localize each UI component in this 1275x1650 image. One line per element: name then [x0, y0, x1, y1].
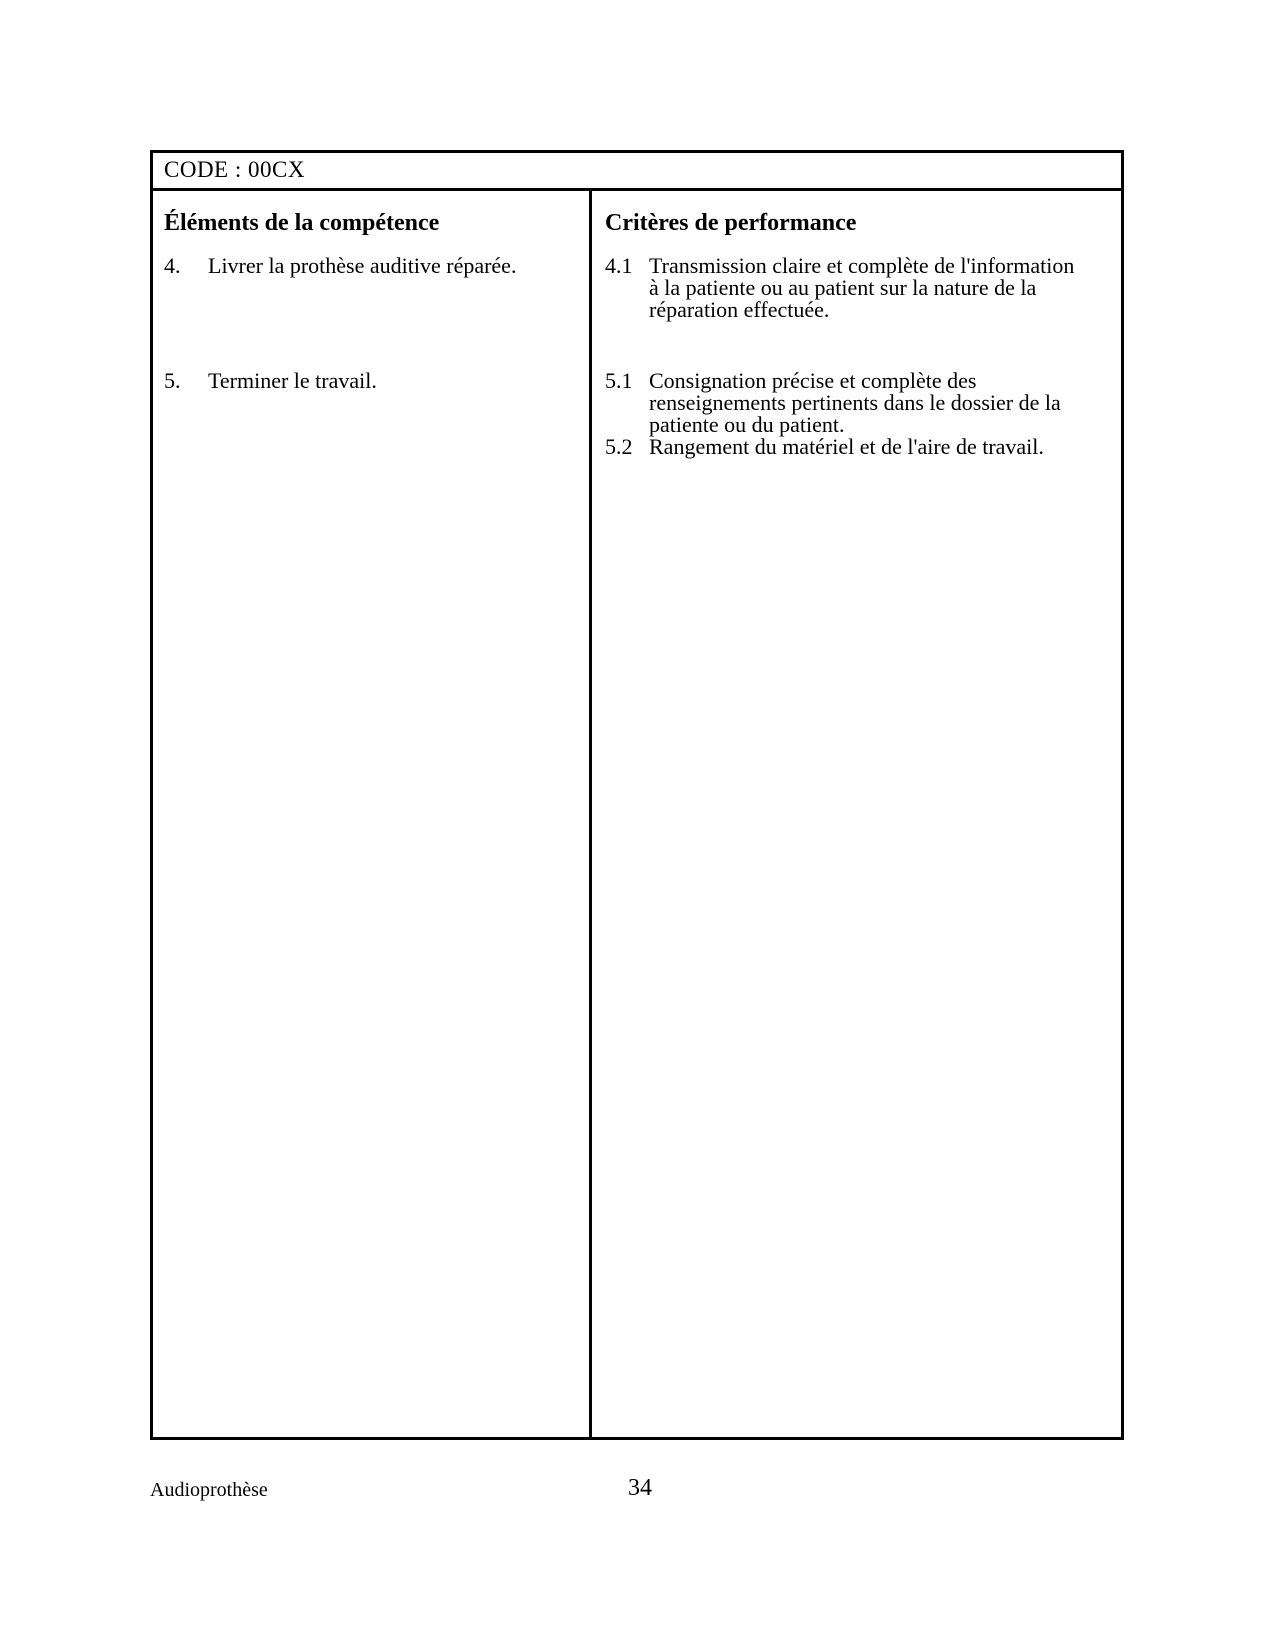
criterion-line: patiente ou du patient. [649, 412, 845, 437]
criterion-line: Consignation précise et complète des [649, 368, 977, 393]
criterion-number: 5.2 [605, 434, 633, 459]
criterion-line: Rangement du matériel et de l'aire de travail. [649, 434, 1044, 459]
elements-column [153, 188, 589, 1437]
criterion-number: 4.1 [605, 253, 633, 278]
criterion-line: Transmission claire et complète de l'information [649, 253, 1075, 278]
criterion-text [649, 370, 1099, 436]
criteria-column [592, 188, 1121, 1437]
element-text: Livrer la prothèse auditive réparée. [208, 253, 517, 278]
code-label: CODE : 00CX [164, 157, 305, 182]
element-number: 4. [164, 253, 181, 278]
footer-title: Audioprothèse [150, 1479, 268, 1501]
criterion-line: réparation effectuée. [649, 297, 830, 322]
criteria-heading: Critères de performance [605, 210, 857, 236]
criterion-line: à la patiente ou au patient sur la nature de la [649, 275, 1037, 300]
criterion-text [649, 436, 1099, 458]
page-number: 34 [628, 1475, 652, 1501]
competency-table [150, 150, 1124, 1440]
elements-heading: Éléments de la compétence [164, 210, 440, 236]
criterion-line: renseignements pertinents dans le dossier de la [649, 390, 1061, 415]
criterion-number: 5.1 [605, 368, 633, 393]
element-text: Terminer le travail. [208, 368, 377, 393]
element-number: 5. [164, 368, 181, 393]
code-row [153, 153, 1121, 191]
criterion-text [649, 255, 1099, 321]
